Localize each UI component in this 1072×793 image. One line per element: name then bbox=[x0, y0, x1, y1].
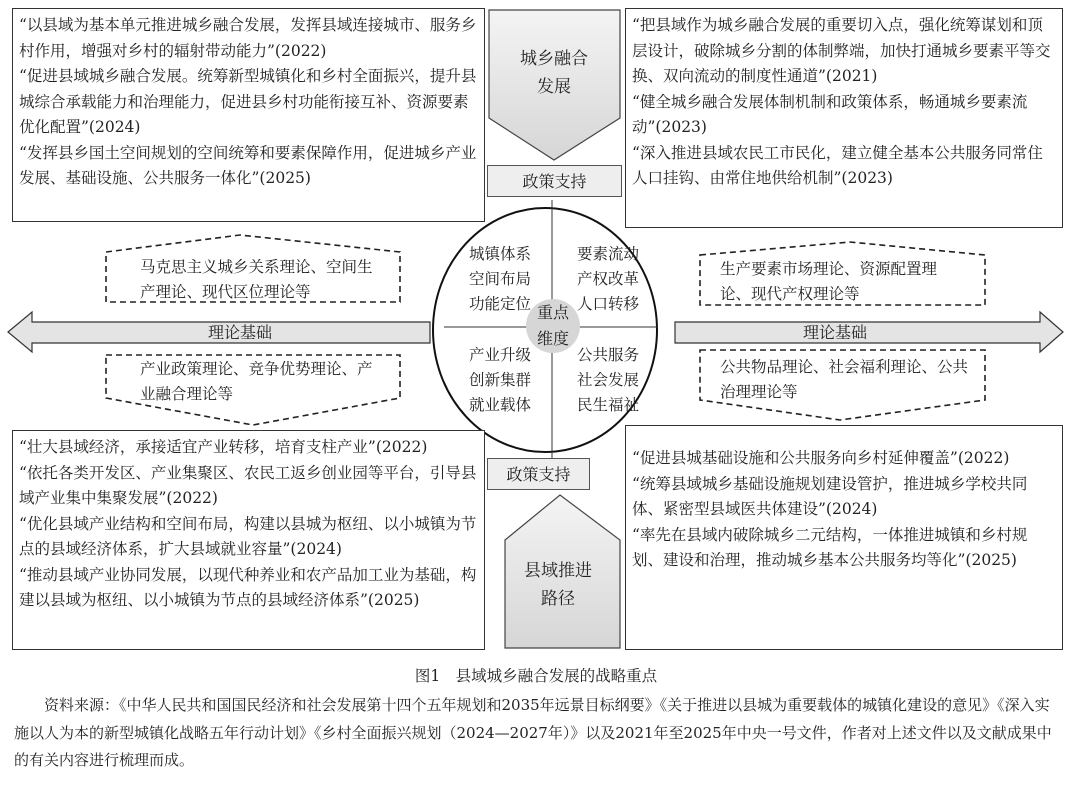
top-arrow-label: 城乡融合发展 bbox=[520, 49, 588, 97]
theory-right-bottom: 公共物品理论、社会福利理论、公共治理理论等 bbox=[720, 358, 969, 401]
quadrant-item: 城镇体系 bbox=[468, 245, 531, 263]
quadrant-item: 民生福祉 bbox=[576, 396, 639, 414]
quote: “优化县域产业结构和空间布局，构建以县城为枢纽、以小城镇为节点的县域经济体系，扩大县域就业容量”(2024) bbox=[19, 514, 477, 558]
quote: “壮大县域经济，承接适宜产业转移，培育支柱产业”(2022) bbox=[19, 438, 428, 456]
theory-basis-right: 理论基础 bbox=[802, 323, 867, 342]
center-label: 重点维度 bbox=[536, 303, 569, 348]
policy-quote-box-bottom-left bbox=[12, 430, 485, 650]
quadrant-item: 产权改革 bbox=[576, 270, 639, 288]
theory-right-top: 生产要素市场理论、资源配置理论、现代产权理论等 bbox=[720, 260, 938, 303]
theory-basis-left: 理论基础 bbox=[207, 323, 272, 342]
quote: “统筹县域城乡基础设施规划建设管护，推进城乡学校共同体、紧密型县域医共体建设”(2024) bbox=[632, 474, 1028, 518]
quadrant-item: 功能定位 bbox=[468, 295, 531, 313]
quote: “健全城乡融合发展体制机制和政策体系，畅通城乡要素流动”(2023) bbox=[632, 92, 1028, 136]
policy-quote-box-top-left bbox=[12, 8, 485, 222]
quote: “以县域为基本单元推进城乡融合发展，发挥县域连接城市、服务乡村作用，增强对乡村的辐射带动能力”(2022) bbox=[19, 16, 477, 60]
quote: “促进县域城乡融合发展。统筹新型城镇化和乡村全面振兴，提升县城综合承载能力和治理能力，促进县乡村功能衔接互补、资源要素优化配置”(2024) bbox=[19, 67, 477, 136]
policy-quote-box-top-right bbox=[625, 8, 1063, 228]
theory-left-bottom: 产业政策理论、竞争优势理论、产业融合理论等 bbox=[140, 360, 373, 403]
quadrant-item: 社会发展 bbox=[576, 371, 639, 389]
quote: “促进县城基础设施和公共服务向乡村延伸覆盖”(2022) bbox=[632, 449, 1010, 467]
quadrant-top-right bbox=[568, 242, 648, 317]
figure-caption: 图1 县域城乡融合发展的战略重点 bbox=[414, 667, 658, 685]
quadrant-item: 就业载体 bbox=[468, 396, 531, 414]
quadrant-item: 产业升级 bbox=[468, 346, 531, 364]
theory-left-top: 马克思主义城乡关系理论、空间生产理论、现代区位理论等 bbox=[140, 258, 373, 301]
policy-support-top: 政策支持 bbox=[487, 165, 622, 197]
quote: “推动县域产业协同发展，以现代种养业和农产品加工业为基础，构建以县域为枢纽、以小城镇为节点的县域经济体系”(2025) bbox=[19, 565, 477, 609]
quote: “依托各类开发区、产业集聚区、农民工返乡创业园等平台，引导县域产业集中集聚发展”(2022) bbox=[19, 463, 477, 507]
quote: “深入推进县域农民工市民化，建立健全基本公共服务同常住人口挂钩、由常住地供给机制”(2023) bbox=[632, 143, 1043, 187]
quote: “发挥县乡国土空间规划的空间统筹和要素保障作用，促进城乡产业发展、基础设施、公共服务一体化”(2025) bbox=[19, 143, 477, 187]
quadrant-item: 空间布局 bbox=[468, 270, 531, 288]
policy-support-bottom: 政策支持 bbox=[487, 458, 590, 490]
bottom-arrow-label: 县域推进路径 bbox=[524, 561, 592, 609]
quote: “把县域作为城乡融合发展的重要切入点，强化统筹谋划和顶层设计，破除城乡分割的体制弊端，加快打通城乡要素平等交换、双向流动的制度性通道”(2021) bbox=[632, 16, 1051, 85]
figure-source-note: 资料来源：《中华人民共和国国民经济和社会发展第十四个五年规划和2035年远景目标纲要》《关于推进以县城为重要载体的城镇化建设的意见》《深入实施以人为本的新型城镇化战略五年行动计划》《乡村全面振兴规划（2024—2027年）》以及2021年至2025年中央一号文件，作者对上述文件以及文献成果中的有关内容进行梳理而成。 bbox=[14, 696, 1052, 769]
quadrant-item: 公共服务 bbox=[576, 346, 639, 364]
quadrant-item: 人口转移 bbox=[576, 295, 639, 313]
quadrant-item: 要素流动 bbox=[576, 245, 639, 263]
quote: “率先在县域内破除城乡二元结构，一体推进城镇和乡村规划、建设和治理，推动城乡基本公共服务均等化”(2025) bbox=[632, 525, 1028, 569]
policy-quote-box-bottom-right bbox=[625, 425, 1063, 650]
quadrant-bottom-left bbox=[455, 343, 545, 418]
quadrant-bottom-right bbox=[568, 343, 648, 418]
quadrant-item: 创新集群 bbox=[468, 371, 531, 389]
